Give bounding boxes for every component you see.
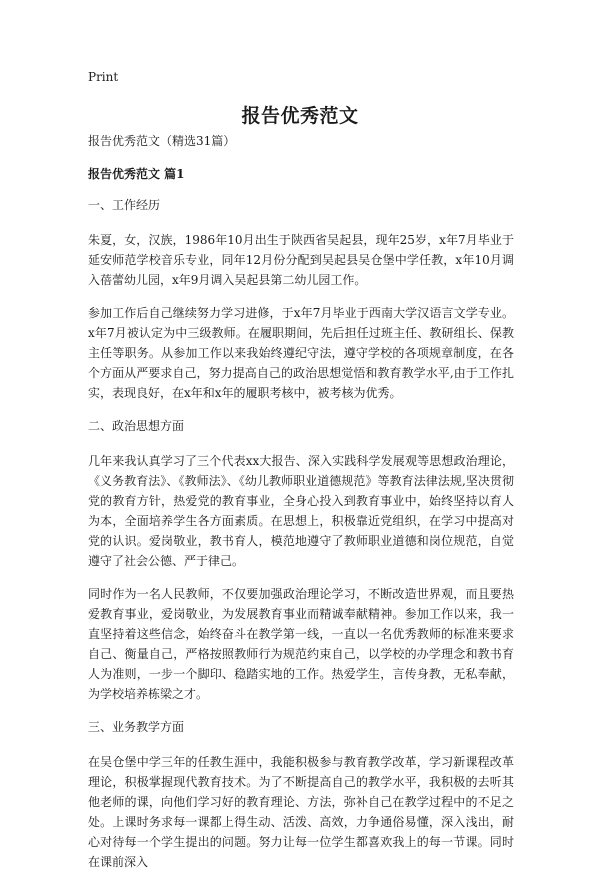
paragraph: 在吴仓堡中学三年的任教生涯中，我能积极参与教育教学改革，学习新课程改革理论，积极掌握现代教育技术。为了不断提高自己的教学水平，我积极的去听其他老师的课，向他们学习好的教育理论、方法，弥补自己在教学过程中的不足之处。上课时务求每一课都上得生动、活泼、高效，力争通俗易懂，深入浅出，耐心对待每一个学生提出的问题。努力让每一位学生都喜欢我上的每一节课。同时在课前深入 [88, 755, 514, 869]
section-heading-work-experience: 一、工作经历 [88, 198, 161, 212]
paragraph: 同时作为一名人民教师，不仅要加强政治理论学习，不断改造世界观，而且要热爱教育事业，爱岗敬业，为发展教育事业而精诚奉献精神。参加工作以来，我一直坚持着这些信念，始终奋斗在教学第一线，一直以一名优秀教师的标准来要求自己、衡量自己，严格按照教师行为规范约束自己，以学校的办学理念和教书育人为准则，一步一个脚印、稳踏实地的工作。热爱学生，言传身教，无私奉献，为学校培养栋梁之才。 [88, 587, 514, 701]
paragraph: 朱夏，女，汉族，1986年10月出生于陕西省吴起县，现年25岁，x年7月毕业于延安师范学校音乐专业，同年12月份分配到吴起县吴仓堡中学任教，x年10月调入蓓蕾幼儿园，x年9月调入吴起县第二幼儿园工作。 [88, 233, 514, 287]
document-subtitle: 报告优秀范文（精选31篇） [88, 134, 236, 148]
section-heading-political-thought: 二、政治思想方面 [88, 419, 185, 433]
document-title: 报告优秀范文 [241, 105, 359, 127]
document-body [88, 131, 514, 885]
article-heading: 报告优秀范文 篇1 [88, 167, 185, 181]
section-heading-teaching: 三、业务教学方面 [88, 720, 185, 734]
paragraph: 参加工作后自己继续努力学习进修，于x年7月毕业于西南大学汉语言文学专业。x年7月被认定为中三级教师。在履职期间，先后担任过班主任、教研组长、保教主任等职务。从参加工作以来我始终遵纪守法，遵守学校的各项规章制度，在各个方面从严要求自己，努力提高自己的政治思想觉悟和教育教学水平,由于工作扎实，表现良好，在x年和x年的履职考核中，被考核为优秀。 [88, 306, 514, 400]
print-label: Print [88, 70, 119, 84]
paragraph: 几年来我认真学习了三个代表xx大报告、深入实践科学发展观等思想政治理论，《义务教育法》、《教师法》、《幼儿教师职业道德规范》等教育法律法规,坚决贯彻党的教育方针，热爱党的教育事业，全身心投入到教育事业中，始终坚持以育人为本，全面培养学生各方面素质。在思想上，积极靠近党组织，在学习中提高对党的认识。爱岗敬业，教书育人，模范地遵守了教师职业道德和岗位规范，自觉遵守了社会公德、严于律己。 [88, 454, 514, 568]
